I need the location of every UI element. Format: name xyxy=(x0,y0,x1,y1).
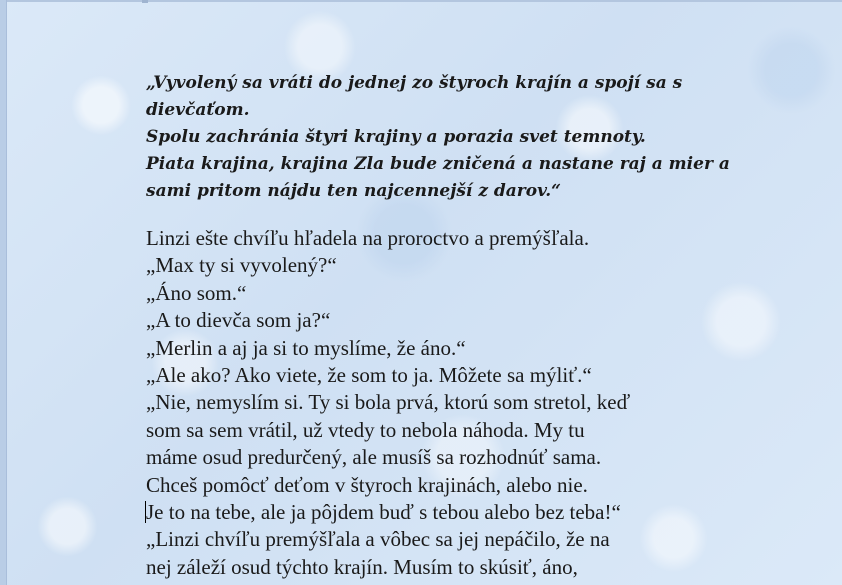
prophecy-line: dievčaťom. xyxy=(146,100,250,120)
vertical-ruler xyxy=(0,0,7,585)
text-line: „Nie, nemyslím si. Ty si bola prvá, ktorú som stretol, keď xyxy=(146,390,631,415)
text-line: Linzi ešte chvíľu hľadela na proroctvo a premýšľala. xyxy=(146,226,590,250)
text-line: Je to na tebe, ale ja pôjdem buď s tebou alebo bez teba!“ xyxy=(146,500,621,525)
text-line: „Merlin a aj ja si to myslíme, že áno.“ xyxy=(146,335,466,360)
text-line: som sa sem vrátil, už vtedy to nebola náhoda. My tu xyxy=(146,417,585,442)
text-line-with-cursor xyxy=(146,499,766,526)
prophecy-line: sami pritom nájdu ten najcennejší z darov.“ xyxy=(146,181,561,201)
text-line: „Áno som.“ xyxy=(146,280,247,305)
prophecy-line: Piata krajina, krajina Zla bude zničená a nastane raj a mier a xyxy=(146,154,730,174)
prophecy-paragraph xyxy=(146,70,766,205)
document-page[interactable] xyxy=(146,70,766,581)
text-line: Chceš pomôcť deťom v štyroch krajinách, alebo nie. xyxy=(146,472,588,497)
text-line: „A to dievča som ja?“ xyxy=(146,308,331,333)
horizontal-ruler xyxy=(0,0,842,2)
text-line: „Ale ako? Ako viete, že som to ja. Môžete sa mýliť.“ xyxy=(146,363,592,388)
prophecy-line: „Vyvolený sa vráti do jednej zo štyroch krajín a spojí sa s xyxy=(146,73,683,93)
story-text xyxy=(146,225,766,581)
text-line: máme osud predurčený, ale musíš sa rozhodnúť sama. xyxy=(146,445,602,470)
text-line: „Linzi chvíľu premýšľala a vôbec sa jej nepáčilo, že na xyxy=(146,527,610,552)
text-line: nej záleží osud týchto krajín. Musím to skúsiť, áno, xyxy=(146,554,578,579)
paragraph-spacing xyxy=(146,205,766,225)
ruler-indent-marker[interactable] xyxy=(142,0,148,3)
prophecy-line: Spolu zachránia štyri krajiny a porazia svet temnoty. xyxy=(146,127,646,147)
text-line: „Max ty si vyvolený?“ xyxy=(146,253,337,278)
